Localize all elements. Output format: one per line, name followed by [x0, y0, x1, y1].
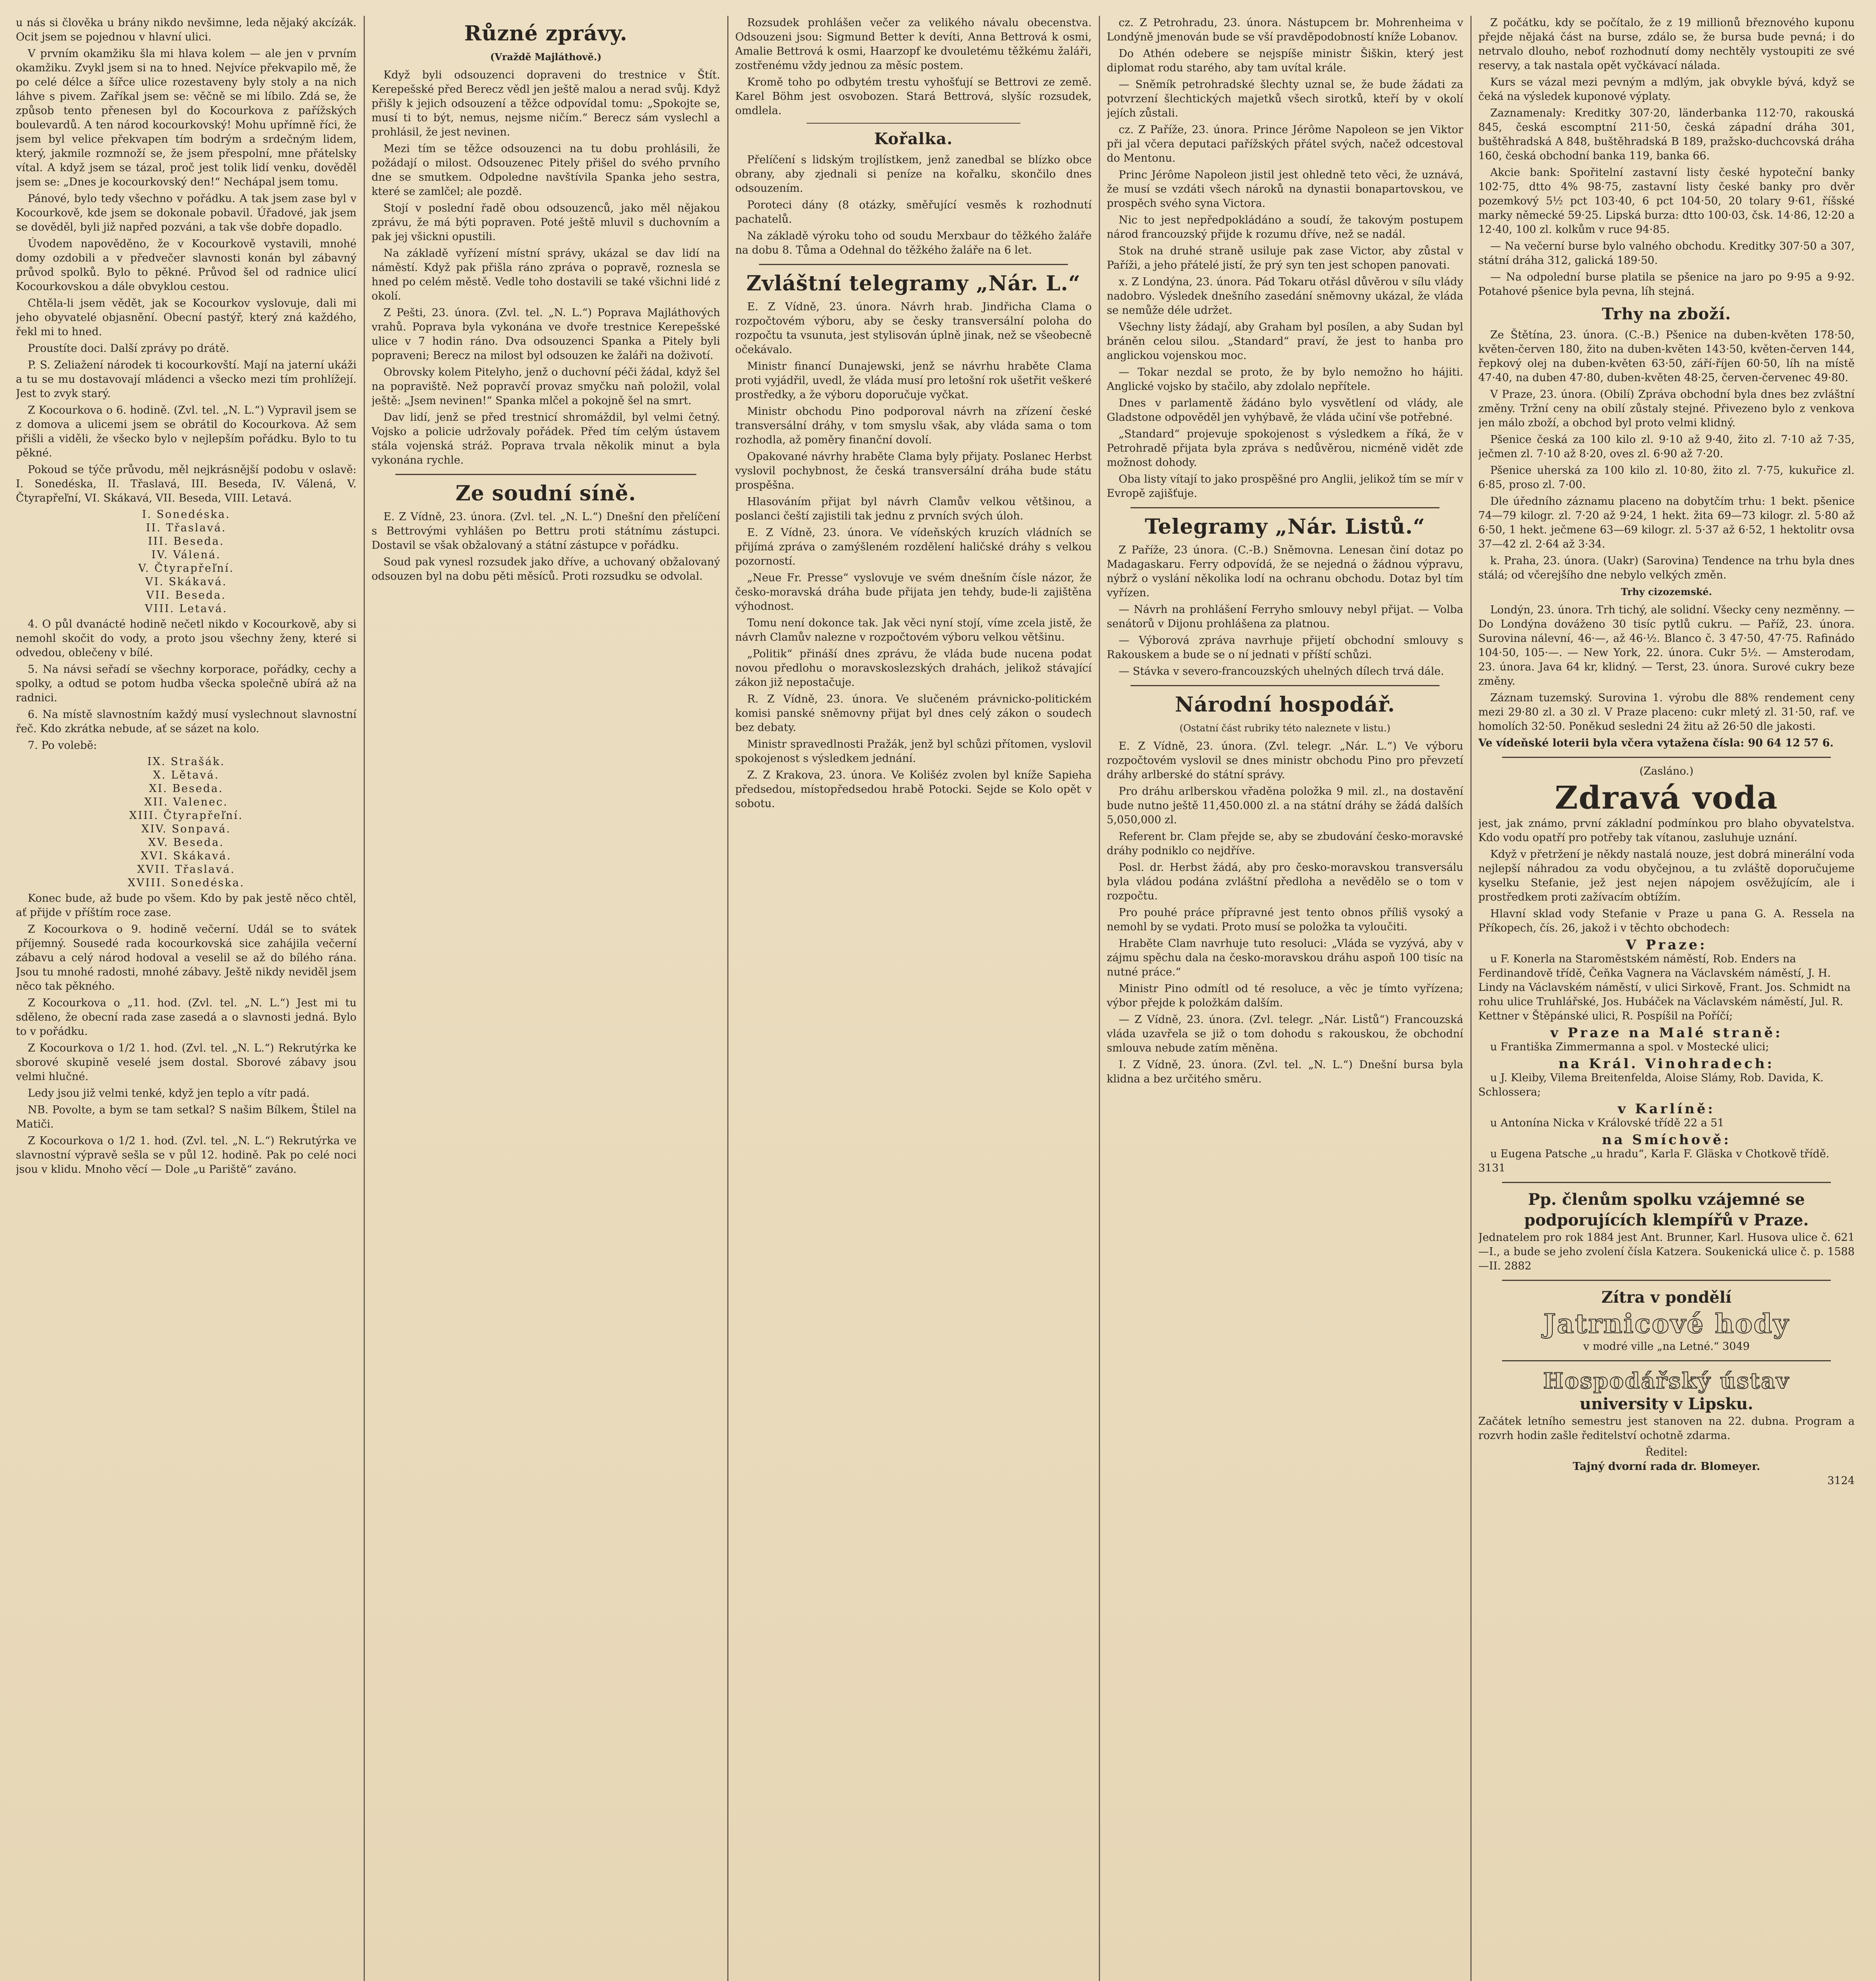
location-heading: V Praze: [1626, 937, 1707, 953]
list-item: VIII. Letavá. [145, 603, 228, 615]
col4-para: Do Athén odebere se nejspíše ministr Šiškin, který jest diplomat rodu starého, aby tam uvítal krále. [1107, 48, 1463, 74]
col5-para: Dle úředního záznamu placeno na dobytčím trhu: 1 bekt. pšenice 74—79 kilogr. zl. 7·20 až 9·24, 1 hekt. žita 69—73 kilogr. zl. 5·80 až 6·50, 1 hekt. ječmene 63—69 kilogr. zl. 5·37 až 6·52, 1 hektolitr ovsa 37—42 zl. 2·64 až 3·34. [1478, 495, 1855, 550]
col5-para: Londýn, 23. února. Trh tichý, ale solidní. Všecky ceny nezměnny. — Do Londýna dováženo 30 tisíc pytlů cukru. — Paříž, 23. února. Surovina nálevní, 46·—, až 46·½. Blanco č. 3 47·50, 47·75. Rafinádo 104·50, 105·—. — New York, 22. února. Cukr 5½. — Amsterodam, 23. února. Java 64 kr, klidný. — Terst, 23. února. Surové cukry beze změny. [1478, 604, 1855, 687]
advert-subtitle: university v Lipsku. [1579, 1395, 1754, 1413]
col4-para: Princ Jérôme Napoleon jistil jest ohledně teto věci, že uznává, že musí se vzdáti všech nároků na dynastii bonapartovskou, ve prospěch svého syna Victora. [1107, 169, 1463, 210]
location-heading: v Praze na Malé straně: [1550, 1025, 1783, 1041]
col3-para: Ministr financí Dunajewski, jenž se návrhu hraběte Clama proti vyjádřil, uvedl, že vláda musí pro letošní rok ušetřit veškeré prostředky, a že výboru doporučuje vyčkat. [735, 360, 1092, 401]
section-divider [1131, 507, 1439, 508]
advert-title: Pp. členům spolku vzájemné se podporujících klempířů v Praze. [1524, 1190, 1809, 1229]
col4-para: Hraběte Clam navrhuje tuto resoluci: „Vláda se vyzývá, aby v zájmu spěchu dala na česko-moravskou dráhu aspoň 100 tisíc na nutné práce.“ [1107, 937, 1463, 978]
col3-para: E. Z Vídně, 23. února. Návrh hrab. Jindřicha Clama o rozpočtovém výboru, aby se česky transversální poloha do rozpočtu ta vsunuta, jest stylisován úplně jinak, než se všeobecně očekávalo. [735, 301, 1092, 356]
col4-para: E. Z Vídně, 23. února. (Zvl. telegr. „Nár. L.“) Ve výboru rozpočtovém vyslovil se dnes ministr obchodu Pino pro převzetí dráhy arlberské do státní správy. [1107, 740, 1463, 781]
col2-para: Stojí v poslední řadě obou odsouzenců, jako měl nějakou zprávu, že má býti popraven. Poté ještě mluvil s duchovním a pak jej všickni opustili. [372, 202, 720, 243]
col4-para: Referent br. Clam přejde se, aby se zbudování česko-moravské dráhy podniklo co nejdříve. [1107, 830, 1463, 857]
signature-label: Ředitel: [1645, 1446, 1688, 1458]
advert-title: Zdravá voda [1554, 779, 1779, 816]
col2-para: Když byli odsouzenci dopraveni do trestnice v Štít. Kerepešské před Berecz vědl jen ještě malou a nerad svůj. Když přišly k jejich odsouzení a těžce odpovídal tomu: „Spokojte se, musí ti to být, nemus, nejsme ničím.“ Berecz sám vyslechl a prohlásil, že jest nevinen. [372, 69, 720, 138]
col3-para: Přelíčení s lidským trojlístkem, jenž zanedbal se blízko obce obrany, aby zjednali si peníze na kořalku, skončilo dnes odsouzením. [735, 154, 1092, 195]
col3-para: „Politik“ přináší dnes zprávu, že vláda bude nucena podat novou předlohu o moravskoslezských drahách, jelikož stávající zákon již nepostačuje. [735, 648, 1092, 689]
dance-list-2 [16, 755, 357, 890]
section-heading-ruzne-zpravy: Různé zprávy. [464, 21, 628, 46]
advert-title: Zítra v pondělí [1601, 1288, 1732, 1307]
col1-para: 5. Na návsi seřadí se všechny korporace, pořádky, cechy a spolky, a odtud se potom hudba všecka společně ubírá až na radnici. [16, 663, 357, 704]
col4-para: Všechny listy žádají, aby Graham byl posílen, a aby Sudan byl bráněn celou silou. „Standard“ praví, že jest to hanba pro anglickou vojenskou moc. [1107, 321, 1463, 362]
column-rule [727, 16, 728, 1981]
list-item: VII. Beseda. [146, 589, 226, 601]
col3-para: Rozsudek prohlášen večer za velikého návalu obecenstva. Odsouzeni jsou: Sigmund Better k devíti, Anna Bettrová k osmi, Amalie Bettrová k osmi, Haarzopf ke dvouletému těžkému žaláři, zostřenému vždy jednou za měsíc postem. [735, 17, 1092, 72]
advert-title: Hospodářský ústav [1543, 1368, 1790, 1393]
list-item: XVI. Skákavá. [141, 850, 232, 862]
address-list: u Eugena Patsche „u hradu“, Karla F. Gläska v Chotkově třídě. 3131 [1478, 1148, 1830, 1174]
col4-para: — Tokar nezdal se proto, že by bylo nemožno ho hájiti. Anglické vojsko by stačilo, aby zdolalo nepřítele. [1107, 366, 1463, 393]
col2-para: Obrovsky kolem Pitelyho, jenž o duchovní péči žádal, když šel na popraviště. Než popravčí provaz smyčku naň položil, volal ještě: „Jsem nevinen!“ Spanka mlčel a pokojně šel na smrt. [372, 366, 720, 407]
advert-number: 3124 [1827, 1475, 1855, 1487]
col1-para: Chtěla-li jsem vědět, jak se Kocourkov vyslovuje, dali mi jeho obyvatelé objasnění. Obecní pastýř, který zná každého, řekl mi to hned. [16, 297, 357, 338]
location-heading: na Smíchově: [1601, 1132, 1731, 1148]
section-subheading: (Ostatní část rubriky této naleznete v listu.) [1179, 723, 1391, 734]
advert-klempiri [1478, 1189, 1855, 1231]
col3-para: R. Z Vídně, 23. února. Ve slučeném právnicko-politickém komisi panské sněmovny přijat byl dnes celý zákon o soudech bez debaty. [735, 693, 1092, 734]
col4-para: cz. Z Paříže, 23. února. Prince Jérôme Napoleon se jen Viktor při jal včera deputaci pařížských přátel svých, načež odcestoval do Mentonu. [1107, 124, 1463, 164]
col5-para: jest, jak známo, první základní podmínkou pro blaho obyvatelstva. Kdo vodu opatří pro potřeby tak vítanou, zasluhuje uznání. [1478, 817, 1855, 844]
col1-para: 7. Po volebě: [28, 739, 97, 752]
column-2 [372, 16, 720, 1981]
location-heading: na Král. Vinohradech: [1558, 1056, 1775, 1072]
section-heading-trhy: Trhy na zboží. [1601, 305, 1731, 323]
col3-para: Kromě toho po odbytém trestu vyhošťují se Bettrovi ze země. Karel Böhm jest osvobozen. Stará Bettrová, slyšíc rozsudek, omdlela. [735, 76, 1092, 117]
col4-para: Stok na druhé straně usiluje pak zase Victor, aby zůstal v Paříži, a jeho přátelé jistí, že prý syn ten jest schopen panovati. [1107, 245, 1463, 271]
advert-jatrnicove-hody [1478, 1287, 1855, 1354]
section-heading-telegramy: Telegramy „Nár. Listů.“ [1145, 515, 1425, 539]
col3-para: Tomu není dokonce tak. Jak věci nyní stojí, víme zcela jistě, že návrh Clamův nalezne v rozpočtovém výboru velkou většinu. [735, 617, 1092, 643]
col3-para: Hlasováním přijat byl návrh Clamův velkou většinou, a poslanci čeští zajistili tak jednu z prvních svých úloh. [735, 496, 1092, 522]
zaslano-label: (Zasláno.) [1639, 765, 1694, 777]
col4-para: x. Z Londýna, 23. února. Pád Tokaru otřásl důvěrou v sílu vlády nadobro. Výsledek dnešního zasedání sněmovny ukázal, že vláda se nemůže déle udržet. [1107, 276, 1463, 317]
section-divider [759, 264, 1068, 265]
list-item: III. Beseda. [148, 535, 225, 548]
col5-para: — Na odpolední burse platila se pšenice na jaro po 9·95 a 9·92. Potahové pšenice byla pevna, líh stejná. [1478, 271, 1855, 298]
divider [806, 123, 1020, 124]
col1-para: Konec bude, až bude po všem. Kdo by pak jestě něco chtěl, ať přijde v příštím roce zase. [16, 892, 357, 919]
list-item: IV. Válená. [151, 549, 221, 561]
section-divider [395, 474, 696, 475]
col2-para: Mezi tím se těžce odsouzenci na tu dobu prohlásili, že požádají o milost. Odsouzenec Pitely přišel do svého prvního dne se smutkem. Odpoledne navštívila Spanka jeho sestra, které se zamlčel; ale pozdě. [372, 143, 720, 198]
col5-para: Pšenice česká za 100 kilo zl. 9·10 až 9·40, žito zl. 7·10 až 7·35, ječmen zl. 7·10 až 8·20, oves zl. 6·90 až 7·20. [1478, 433, 1855, 460]
col4-para: — Stávka v severo-francouzských uhelných dílech trvá dále. [1119, 665, 1444, 678]
advert-subtitle: v modré ville „na Letné.“ 3049 [1583, 1340, 1750, 1353]
col3-para: „Neue Fr. Presse“ vyslovuje ve svém dnešním čísle názor, že česko-moravská dráha bude přijata jen tehdy, bude-li zajištěna výhodnost. [735, 572, 1092, 613]
address-list: u Antonína Nicka v Královské třídě 22 a 51 [1490, 1117, 1724, 1129]
divider [1502, 1182, 1831, 1183]
section-divider [1502, 757, 1831, 758]
col1-para: Pokoud se týče průvodu, měl nejkrásnější podobu v oslavě: I. Sonedéska, II. Třaslavá, III. Beseda, IV. Válená, V. Čtyrapřeľní, VI. Skákavá, VII. Beseda, VIII. Letavá. [16, 464, 357, 504]
col3-para: E. Z Vídně, 23. února. Ve vídeňských kruzích vládních se přijímá zpráva o zamýšleném rozdělení haličské dráhy s velkou pozorností. [735, 527, 1092, 567]
section-divider [1131, 685, 1439, 686]
list-item: XI. Beseda. [149, 782, 223, 795]
advert-hospodarsky-ustav [1478, 1368, 1855, 1414]
col3-para: Ministr spravedlnosti Pražák, jenž byl schůzi přítomen, vyslovil spokojenost s výsledkem jednání. [735, 738, 1092, 765]
col3-para: Ministr obchodu Pino podporoval návrh na zřízení české transversální dráhy, v tom smyslu však, aby vláda sama o tom rozhodla, až poměry finanční dovolí. [735, 405, 1092, 446]
col4-para: Dnes v parlamentě žádáno bylo vysvětlení od vlády, ale Gladstone odpověděl jen vyhýbavě, že vláda učiní vše potřebné. [1107, 397, 1463, 424]
col5-para: Záznam tuzemský. Surovina 1. výrobu dle 88% rendement ceny mezi 29·80 zl. a 30 zl. V Praze placeno: cukr mletý zl. 31·50, raf. ve homolích 32·50. Poněkud sesledni 24 žitu až 26·50 dle jakosti. [1478, 692, 1855, 733]
divider [1502, 1280, 1831, 1281]
col1-para: u nás si člověka u brány nikdo nevšimne, leda nějaký akcízák. Ocit jsem se pojednou v hlavní ulici. [16, 17, 357, 43]
lottery-numbers: Ve vídeňské loterii byla včera vytažena čísla: 90 64 12 57 6. [1478, 737, 1834, 749]
col1-para: Z Kocourkova o 6. hodině. (Zvl. tel. „N. L.“) Vypravil jsem se z domova a ulicemi jsem se obrátil do Kocourkova. Až sem přišli a viděli, že všecko bylo v nejlepším pořádku. Bylo to tu pěkné. [16, 404, 357, 459]
list-item: XIII. Čtyrapřeľní. [129, 809, 243, 822]
col4-para: Posl. dr. Herbst žádá, aby pro česko-moravskou transversálu byla vládou podána zvláštní předloha a nevědělo se o tom v rozpočtu. [1107, 861, 1463, 902]
article-subheading: (Vraždě Majláthově.) [490, 51, 602, 63]
column-rule [1470, 16, 1472, 1981]
col5-para: k. Praha, 23. února. (Uakr) (Sarovina) Tendence na trhu byla dnes stálá; od včerejšího dne nebylo velkých změn. [1478, 555, 1855, 581]
address-list: u J. Kleiby, Vilema Breitenfelda, Aloise Slámy, Rob. Davida, K. Schlossera; [1478, 1072, 1824, 1098]
dance-list-1 [16, 508, 357, 616]
divider [1502, 1360, 1831, 1361]
list-item: V. Čtyrapřeľní. [138, 562, 234, 574]
col1-para: Z Kocourkova o „11. hod. (Zvl. tel. „N. L.“) Jest mi tu sděleno, že obecní rada zase zasedá a o slavnosti jedná. Bylo to v pořádku. [16, 997, 357, 1038]
col2-para: E. Z Vídně, 23. února. (Zvl. tel. „N. L.“) Dnešní den přelíčení s Bettrovými vyhlášen po Bettru proti státnímu zástupci. Dostavil se však obžalovaný a státní zástupce v pořádku. [372, 511, 720, 552]
col3-para: Poroteci dány (8 otázky, směřující vesměs k rozhodnutí pachatelů. [735, 199, 1092, 225]
col1-para: Z Kocourkova o 1/2 1. hod. (Zvl. tel. „N. L.“) Rekrutýrka ve slavnostní výpravě sešla se v půl 12. hodině. Pak po celé noci jsou v klidu. Mnoho věcí — Dole „u Pariště“ zaváno. [16, 1135, 357, 1176]
col4-para: Nic to jest nepředpokládáno a soudí, že takovým postupem národ francouzský přijde k rozumu dříve, než se nadál. [1107, 214, 1463, 240]
col4-para: Z Paříže, 23 února. (C.-B.) Sněmovna. Lenesan činí dotaz po Madagaskaru. Ferry odpovídá, že se nejedná o žádnou výpravu, nýbrž o vyslání několika lodí na ochranu obchodu. Dotaz byl tím vyřízen. [1107, 544, 1463, 599]
col1-para: Z Kocourkova o 9. hodině večerní. Udál se to svátek příjemný. Sousedé rada kocourkovská sice zahájila večerní zábavu a celý národ hodoval a veselil se až do bílého rána. Jsou tu mnohé radosti, mnohé zábavy. Ještě nikdy neviděl jsem něco tak pěkného. [16, 923, 357, 992]
column-1 [16, 16, 357, 1981]
col1-para: V prvním okamžiku šla mi hlava kolem — ale jen v prvním okamžiku. Zvykl jsem si na to hned. Nejvíce překvapilo mě, že po celé délce a šířce ulice rozestaveny byly stoly a na nich láhve s pivem. Zaříkal jsem se: věčně se mi líbilo. Zdá se, že způsob tento přenesen byl do Kocourkova z pařížských boulevardů. A ten národ kocourkovský! Mohu upřímně říci, že jsem byl velice překvapen tím bodrým a srdečným lidem, který, jakmile rozmnoží se, že jsem přespolní, mne přátelsky vítal. A když jsem se tázal, proč jest tolik lidí venku, dověděl jsem se: „Dnes je kocourkovský den!“ Nechápal jsem tomu. [16, 48, 357, 188]
col1-para: Pánové, bylo tedy všechno v pořádku. A tak jsem zase byl v Kocourkově, kde jsem se dokonale pobavil. Úřadové, jak jsem se dověděl, byli již napřed pozváni, a tak vše dobře dopadlo. [16, 193, 357, 233]
col1-para: Ledy jsou již velmi tenké, když jen teplo a vítr padá. [28, 1087, 310, 1099]
col2-para: Soud pak vynesl rozsudek jako dříve, a uchovaný obžalovaný odsouzen byl na dobu pěti měsíců. Proti rozsudku se odvolal. [372, 556, 720, 582]
col1-para: Úvodem napověděno, že v Kocourkově vystavili, mnohé domy ozdobili a v předvečer slavnosti konán byl zábavný průvod spolků. Bylo to pěkné. Průvod šel od radnice ulicí Kocourkovskou a dále obvyklou cestou. [16, 238, 357, 293]
col2-para: Na základě vyřízení místní správy, ukázal se dav lidí na náměstí. Když pak přišla ráno zpráva o popravě, roznesla se hned po celém městě. Vedle toho dostavili se také všichni lidé z okolí. [372, 247, 720, 302]
list-item: X. Lětavá. [153, 769, 219, 781]
list-item: I. Sonedéska. [142, 508, 231, 521]
col5-para: Pšenice uherská za 100 kilo zl. 10·80, žito zl. 7·75, kukuřice zl. 6·85, proso zl. 7·00. [1478, 464, 1855, 491]
address-list: u Františka Zimmermanna a spol. v Mostecké ulici; [1490, 1041, 1769, 1053]
column-3 [735, 16, 1092, 1981]
col4-para: — Výborová zpráva navrhuje přijetí obchodní smlouvy s Rakouskem a bude se o ní jednati v příští schůzi. [1107, 634, 1463, 661]
section-heading-narodni-hospodar: Národní hospodář. [1175, 693, 1395, 717]
list-item: II. Třaslavá. [146, 522, 227, 534]
col1-para: P. S. Zeliažení národek ti kocourkovští. Mají na jaterní ukáži a tu se mu dostavovají mládenci a všecko mezi tím prohlížejí. Jest to zvyk starý. [16, 359, 357, 400]
signature-name: Tajný dvorní rada dr. Blomeyer. [1573, 1460, 1760, 1473]
list-item: XII. Valenec. [144, 796, 228, 808]
col4-para: I. Z Vídně, 23. února. (Zvl. tel. „N. L.“) Dnešní bursa byla klidna a bez určitého směru. [1107, 1059, 1463, 1085]
col5-para: Ze Štětína, 23. února. (C.-B.) Pšenice na duben-květen 178·50, květen-červen 180, žito na duben-květen 143·50, květen-červen 144, řepkový olej na duben-květen 63·50, září-říjen 60·50, líh na místě 47·40, na duben 47·80, duben-květen 48·25, červen-červenec 49·80. [1478, 329, 1855, 384]
col1-para: Proustíte doci. Další zprávy po drátě. [28, 342, 229, 355]
col3-para: Z. Z Krakova, 23. února. Ve Kolišéz zvolen byl kníže Sapieha předsedou, místopředsedou hrabě Potocki. Sejde se Kolo opět v sobotu. [735, 769, 1092, 810]
advert-zdrava-voda [1478, 764, 1855, 817]
col5-para: Akcie bank: Spořitelní zastavní listy české hypoteční banky 102·75, dtto 4% 98·75, zastavní listy české banky pro dvěr pozemkový 5½ pct 103·40, 6 pct 104·50, 20 tolary 9·61, říšské marky německé 59·25. Lipská burza: dtto 100·03, čsk. 14·86, 12·20 a 12·40, 100 zl. kolkům v ruce 94·85. [1478, 166, 1855, 236]
subheading-trhy-cizozemske: Trhy cizozemské. [1621, 586, 1712, 597]
col5-para: — Na večerní burse bylo valného obchodu. Kreditky 307·50 a 307, státní dráha 312, galická 189·50. [1478, 240, 1855, 267]
advert-body: Začátek letního semestru jest stanoven na 22. dubna. Program a rozvrh hodin zašle ředitelství ochotně zdarma. [1478, 1415, 1855, 1442]
col4-para: „Standard“ projevuje spokojenost s výsledkem a říká, že v Petrohradě přijata byla zpráva s nedůvěrou, nicméně vidět zde možnost dohody. [1107, 428, 1463, 469]
section-heading-zvlastni-telegramy: Zvláštní telegramy „Nár. L.“ [746, 271, 1081, 296]
list-item: XVII. Třaslavá. [137, 863, 235, 876]
list-item: XV. Beseda. [148, 836, 224, 849]
location-heading: v Karlíně: [1618, 1101, 1715, 1117]
col5-para: Když v přetržení je někdy nastalá nouze, jest dobrá minerální voda nejlepší náhradou za vodu obyčejnou, a tu zvláště doporučujeme kyselku Stefanie, jež jest nejen nápojem osvěžujícím, ale i prostředkem proti zažívacím obtížím. [1478, 848, 1855, 903]
col4-para: cz. Z Petrohradu, 23. února. Nástupcem br. Mohrenheima v Londýně jmenován bude se vší pravděpodobností kníže Lobanov. [1107, 17, 1463, 43]
col4-para: — Návrh na prohlášení Ferryho smlouvy nebyl přijat. — Volba senátorů v Dijonu prohlášena za platnou. [1107, 603, 1463, 630]
list-item: XIV. Sonpavá. [141, 823, 231, 835]
col1-para: 6. Na místě slavnostním každý musí vyslechnout slavnostní řeč. Kdo zkrátka nebude, ať se sázet na kolo. [16, 708, 357, 735]
col4-para: Pro pouhé práce přípravné jest tento obnos příliš vysoký a nemohl by se vydati. Proto musí se položka ta vyloučiti. [1107, 907, 1463, 933]
col5-para: V Praze, 23. února. (Obilí) Zpráva obchodní byla dnes bez zvláštní změny. Tržní ceny na obilí zůstaly stejné. Přivezeno bylo z venkova jen málo zboží, a obchod byl proto velmi klidný. [1478, 388, 1855, 429]
col4-para: Pro dráhu arlberskou vřaděna položka 9 mil. zl., na dostavění bude nutno ještě 11,450.000 zl. a na státní dráhy se žádá dalších 5,050,000 zl. [1107, 785, 1463, 826]
list-item: XVIII. Sonedéska. [128, 877, 245, 889]
col2-para: Dav lidí, jenž se před trestnicí shromáždil, byl velmi četný. Vojsko a policie udržovaly pořádek. Před tím celým ústavem stála vojenská stráž. Poprava trvala několik minut a byla vykonána rychle. [372, 411, 720, 466]
column-5 [1478, 16, 1855, 1981]
col1-para: 4. O půl dvanácté hodině nečetl nikdo v Kocourkově, aby si nemohl skočit do vody, a proto jsou všechny ženy, které si odvedou, oblečeny v bílé. [16, 618, 357, 659]
column-4 [1107, 16, 1463, 1981]
col4-para: Ministr Pino odmítl od té resoluce, a věc je tímto vyřízena; výbor přejde k položkám dalším. [1107, 983, 1463, 1009]
list-item: IX. Strašák. [147, 756, 225, 768]
col5-para: Kurs se vázal mezi pevným a mdlým, jak obvykle bývá, když se čeká na výsledek kuponové výplaty. [1478, 76, 1855, 103]
advert-title: Jatrnicové hody [1543, 1308, 1790, 1339]
col1-para: NB. Povolte, a bym se tam setkal? S našim Bílkem, Štilel na Matiči. [16, 1104, 357, 1130]
advert-body: Jednatelem pro rok 1884 jest Ant. Brunner, Karl. Husova ulice č. 621—I., a bude se jeho zvolení čísla Katzera. Soukenická ulice č. p. 1588—II. 2882 [1478, 1231, 1855, 1272]
col4-para: — Z Vídně, 23. února. (Zvl. telegr. „Nár. Listů“) Francouzská vláda uzavřela se již o tom dohodu s rakouskou, že obchodní smlouva nebude zatím měněna. [1107, 1013, 1463, 1054]
list-item: VI. Skákavá. [145, 576, 227, 588]
col5-para: Zaznamenaly: Kreditky 307·20, länderbanka 112·70, rakouská 845, česká escomptní 211·50, česká západní dráha 301, buštěhradská A 848, buštěhradská B 189, pražsko-duchcovská dráha 160, česká obchodní banka 119, banka 66. [1478, 107, 1855, 162]
column-rule [1099, 16, 1100, 1981]
col3-para: Opakované návrhy hraběte Clama byly přijaty. Poslanec Herbst vyslovil pochybnost, že česká transversální dráha bude státu prospěšna. [735, 450, 1092, 491]
article-heading-koralka: Kořalka. [874, 130, 953, 148]
col5-para: Hlavní sklad vody Stefanie v Praze u pana G. A. Ressela na Příkopech, čís. 26, jakož i v těchto obchodech: [1478, 908, 1855, 934]
col5-para: Z počátku, kdy se počítalo, že z 19 millionů březnového kuponu přejde nějaká část na burse, zdálo se, že bursa bude pevná; i do netrvalo dlouho, neboť rozhodnutí domy nechtěly vystoupiti ze své reservy, a tak nastala opět vyčkávací nálada. [1478, 17, 1855, 72]
col4-para: — Sněmík petrohradské šlechty uznal se, že bude žádati za potvrzení šlechtických majetků všech sirotků, kteří by v okolí jejích zůstali. [1107, 78, 1463, 119]
column-rule [364, 16, 365, 1981]
col1-para: Z Kocourkova o 1/2 1. hod. (Zvl. tel. „N. L.“) Rekrutýrka ke sborové skupině veselé jsem dostal. Sborové zábavy jsou velmi hlučné. [16, 1042, 357, 1083]
section-heading-soudni-sin: Ze soudní síně. [456, 481, 636, 506]
col2-para: Z Pešti, 23. února. (Zvl. tel. „N. L.“) Poprava Majláthových vrahů. Poprava byla vykonána ve dvoře trestnice Kerepešské ulice v 7 hodin ráno. Dva odsouzenci Spanka a Pitely byli popraveni; Berecz na milost byl odsouzen ke žaláři na doživotí. [372, 307, 720, 362]
col3-para: Na základě výroku toho od soudu Merxbaur do těžkého žaláře na dobu 8. Tůma a Odehnal do těžkého žaláře na 6 let. [735, 230, 1092, 256]
col4-para: Oba listy vítají to jako prospěšné pro Anglii, jelikož tím se mír v Evropě zajišťuje. [1107, 473, 1463, 500]
address-list: u F. Konerla na Staroměstském náměstí, Rob. Enders na Ferdinandově třídě, Čeňka Vagnera na Václavském náměstí, J. H. Lindy na Václavském náměstí, v ulici Sirkově, Frant. Jos. Schmidt na rohu ulice Truhlářské, Jos. Hubáček na Václavském náměstí, Jul. R. Kettner v Štěpánské ulici, R. Pospíšil na Poříčí; [1478, 953, 1851, 1022]
